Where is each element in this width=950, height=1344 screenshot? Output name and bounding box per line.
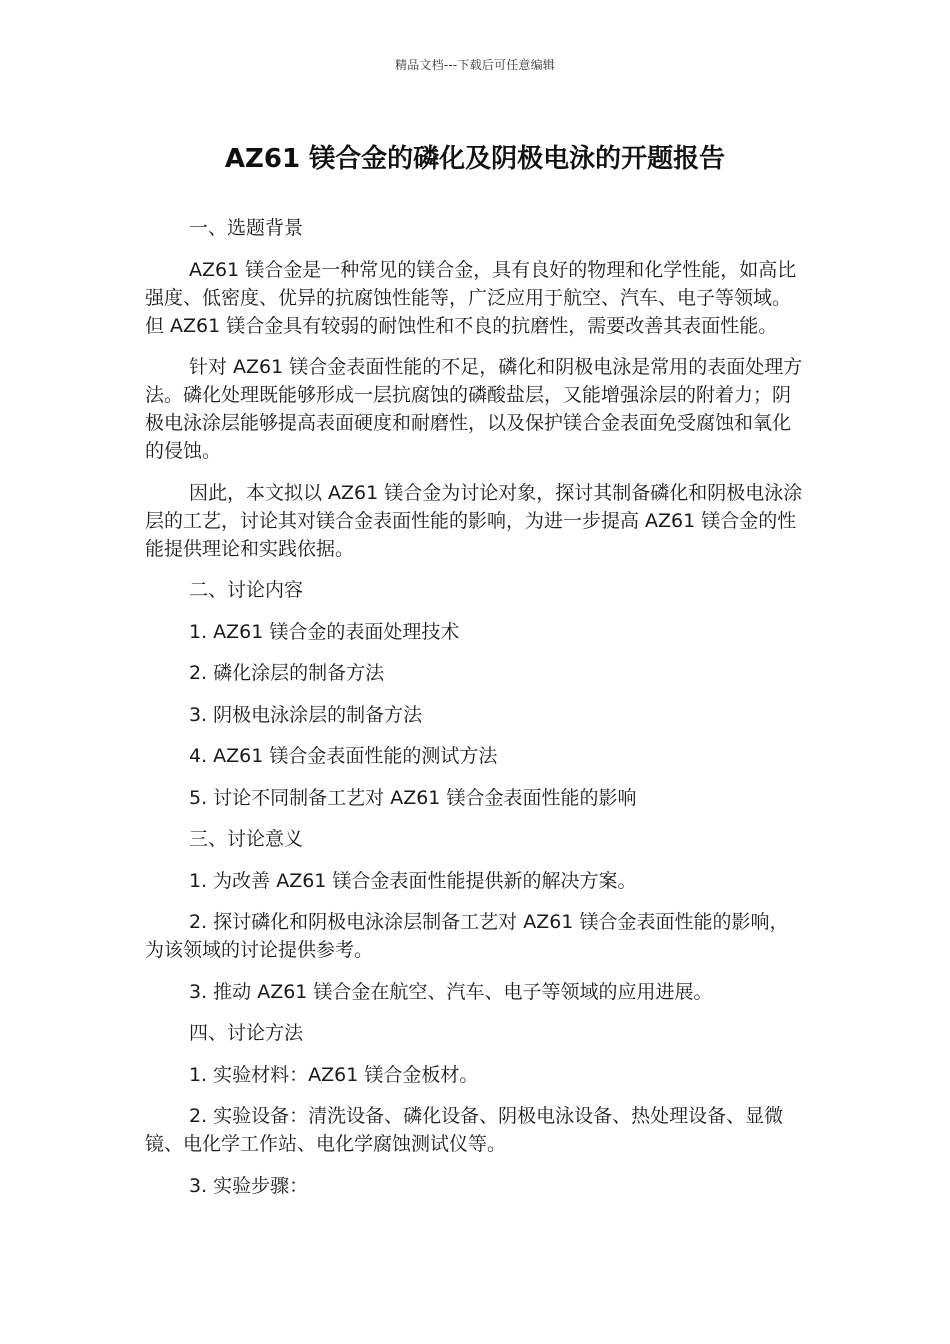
list-item-content-1: 1. AZ61 镁合金的表面处理技术 bbox=[189, 620, 460, 643]
paragraph-background-2: 针对 AZ61 镁合金表面性能的不足，磷化和阴极电泳是常用的表面处理方法。磷化处理既能够形成一层抗腐蚀的磷酸盐层，又能增强涂层的附着力；阴极电泳涂层能够提高表面硬度和耐磨性，以及保护镁合金表面免受腐蚀和氧化的侵蚀。 bbox=[145, 356, 803, 462]
list-item-method-1: 1. 实验材料：AZ61 镁合金板材。 bbox=[189, 1063, 479, 1086]
paragraph-background-1: AZ61 镁合金是一种常见的镁合金，具有良好的物理和化学性能，如高比强度、低密度、优异的抗腐蚀性能等，广泛应用于航空、汽车、电子等领域。但 AZ61 镁合金具有较弱的耐蚀性和不良的抗磨性，需要改善其表面性能。 bbox=[145, 258, 797, 337]
list-item-significance-2: 2. 探讨磷化和阴极电泳涂层制备工艺对 AZ61 镁合金表面性能的影响，为该领域的讨论提供参考。 bbox=[145, 911, 789, 961]
document-title: AZ61 镁合金的磷化及阴极电泳的开题报告 bbox=[224, 144, 726, 174]
list-item-content-3: 3. 阴极电泳涂层的制备方法 bbox=[189, 703, 423, 726]
list-item-content-2: 2. 磷化涂层的制备方法 bbox=[189, 662, 385, 684]
section-heading-significance: 三、讨论意义 bbox=[189, 828, 304, 850]
list-item-method-3: 3. 实验步骤： bbox=[189, 1174, 309, 1197]
section-heading-method: 四、讨论方法 bbox=[189, 1022, 304, 1044]
document-body bbox=[145, 214, 807, 1213]
list-item-method-2: 2. 实验设备：清洗设备、磷化设备、阴极电泳设备、热处理设备、显微镜、电化学工作站、电化学腐蚀测试仪等。 bbox=[145, 1105, 784, 1155]
page-header: 精品文档---下载后可任意编辑 bbox=[395, 58, 555, 72]
list-item-content-4: 4. AZ61 镁合金表面性能的测试方法 bbox=[189, 745, 498, 767]
list-item-significance-1: 1. 为改善 AZ61 镁合金表面性能提供新的解决方案。 bbox=[189, 869, 637, 892]
paragraph-background-3: 因此，本文拟以 AZ61 镁合金为讨论对象，探讨其制备磷化和阴极电泳涂层的工艺，讨论其对镁合金表面性能的影响，为进一步提高 AZ61 镁合金的性能提供理论和实践依据。 bbox=[145, 481, 803, 560]
list-item-significance-3: 3. 推动 AZ61 镁合金在航空、汽车、电子等领域的应用进展。 bbox=[189, 980, 713, 1003]
list-item-content-5: 5. 讨论不同制备工艺对 AZ61 镁合金表面性能的影响 bbox=[189, 786, 637, 809]
section-heading-background: 一、选题背景 bbox=[189, 217, 304, 239]
section-heading-content: 二、讨论内容 bbox=[189, 579, 304, 601]
